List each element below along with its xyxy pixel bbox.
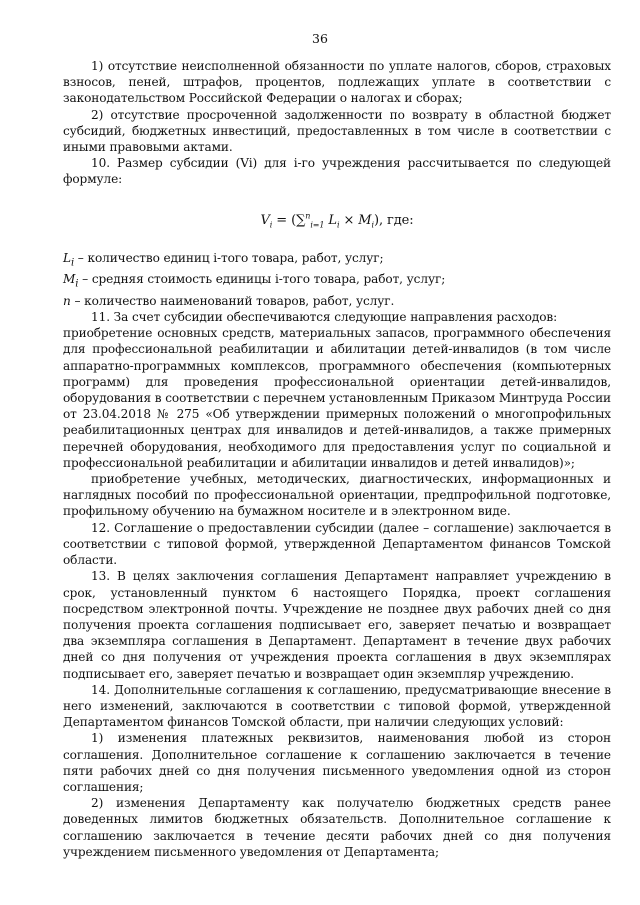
definition-m — [63, 271, 611, 293]
paragraph-condition-1: 1) отсутствие неисполненной обязанности по уплате налогов, сборов, страховых взносов, пеней, штрафов, процентов, подлежащих уплате в соответствии с законодательством Российской Федерации о налогах и сборах; — [63, 59, 611, 106]
paragraph-10: 10. Размер субсидии (Vi) для i-го учреждения рассчитывается по следующей формуле: — [63, 156, 611, 187]
paragraph-condition-2: 2) отсутствие просроченной задолженности по возврату в областной бюджет субсидий, бюджетных инвестиций, предоставленных в том числе в соответствии с иными правовыми актами. — [63, 107, 611, 155]
formula-sum-sign: ∑ — [296, 212, 306, 228]
paragraph-11-item-a: приобретение основных средств, материальных запасов, программного обеспечения для профессиональной реабилитации и абилитации детей-инвалидов (в том числе аппаратно-программных комплексов, программного обеспечения (компьютерных программ) для проведения профессиональной ориентации детей-инвалидов, оборудования в соответствии с перечнем установленным Приказом Минтруда России от 23.04.2018 № 275 «Об утверждении примерных положений о многопрофильных реабилитационных центрах для инвалидов и детей-инвалидов, а также примерных перечней оборудования, необходимого для предоставления услуг по социальной и профессиональной реабилитации и абилитации инвалидов и детей инвалидов)»; — [63, 326, 611, 470]
symbol-l: L — [63, 250, 71, 265]
formula-l: L — [328, 212, 337, 228]
definition-n — [63, 293, 611, 309]
subsidy-formula: $V_i = (\sum^n_{i=1}$ $L_i \times M_i$), где: — [260, 211, 414, 230]
page-number: 36 — [312, 31, 328, 46]
formula-l-sub: i — [336, 220, 340, 230]
paragraph-11: 11. За счет субсидии обеспечиваются следующие направления расходов: — [91, 310, 558, 325]
symbol-m: M — [63, 272, 76, 287]
paragraph-13: 13. В целях заключения соглашения Департамент направляет учреждению в срок, установленный пунктом 6 настоящего Порядка, проект соглашения посредством электронной почты. Учреждение не позднее двух рабочих дней со дня получения проекта соглашения подписывает его, заверяет печатью и возвращает два экземпляра соглашения в Департамент. Департамент в течение двух рабочих дней со дня получения от учреждения проекта соглашения в двух экземплярах подписывает его, заверяет печатью и возвращает один экземпляр учреждению. — [63, 569, 611, 681]
paragraph-12: 12. Соглашение о предоставлении субсидии (далее – соглашение) заключается в соответствии с типовой формой, утвержденной Департаментом финансов Томской области. — [63, 520, 611, 568]
paragraph-14-item-1: 1) изменения платежных реквизитов, наименования любой из сторон соглашения. Дополнительное соглашение к соглашению заключается в течение пяти рабочих дней со дня получения письменного уведомления одной из сторон соглашения; — [63, 731, 611, 794]
definition-m-text: – средняя стоимость единицы i-того товара, работ, услуг; — [78, 272, 446, 287]
paragraph-14: 14. Дополнительные соглашения к соглашению, предусматривающие внесение в него изменений, заключаются в соответствии с типовой формой, утвержденной Департаментом финансов Томской области, при наличии следующих условий: — [63, 682, 611, 730]
symbol-n: n — [63, 293, 71, 308]
paragraph-11-item-b: приобретение учебных, методических, диагностических, информационных и наглядных пособий по профессиональной ориентации, предпрофильной подготовке, профильному обучению на бумажном носителе и в электронном виде. — [63, 472, 611, 519]
formula-v: V — [260, 212, 270, 228]
formula-m: M — [358, 212, 372, 228]
symbol-m-sub: i — [75, 278, 79, 290]
formula-suffix: , где: — [378, 212, 414, 228]
definition-l — [63, 250, 611, 272]
formula-sum-lower: i=1 — [310, 220, 325, 230]
paragraph-14-item-2: 2) изменения Департаменту как получателю бюджетных средств ранее доведенных лимитов бюджетных обязательств. Дополнительное соглашение к соглашению заключается в течение десяти рабочих дней со дня получения учреждением письменного уведомления от Департамента; — [63, 796, 611, 859]
definition-n-text: – количество наименований товаров, работ, услуг. — [70, 293, 395, 308]
formula-v-sub: i — [269, 220, 273, 230]
formula-sum-upper: n — [305, 211, 311, 221]
formula-m-sub: i — [371, 220, 374, 230]
document-body — [63, 58, 611, 860]
symbol-l-sub: i — [70, 257, 75, 269]
definition-l-text: – количество единиц i-того товара, работ, услуг; — [74, 250, 384, 265]
